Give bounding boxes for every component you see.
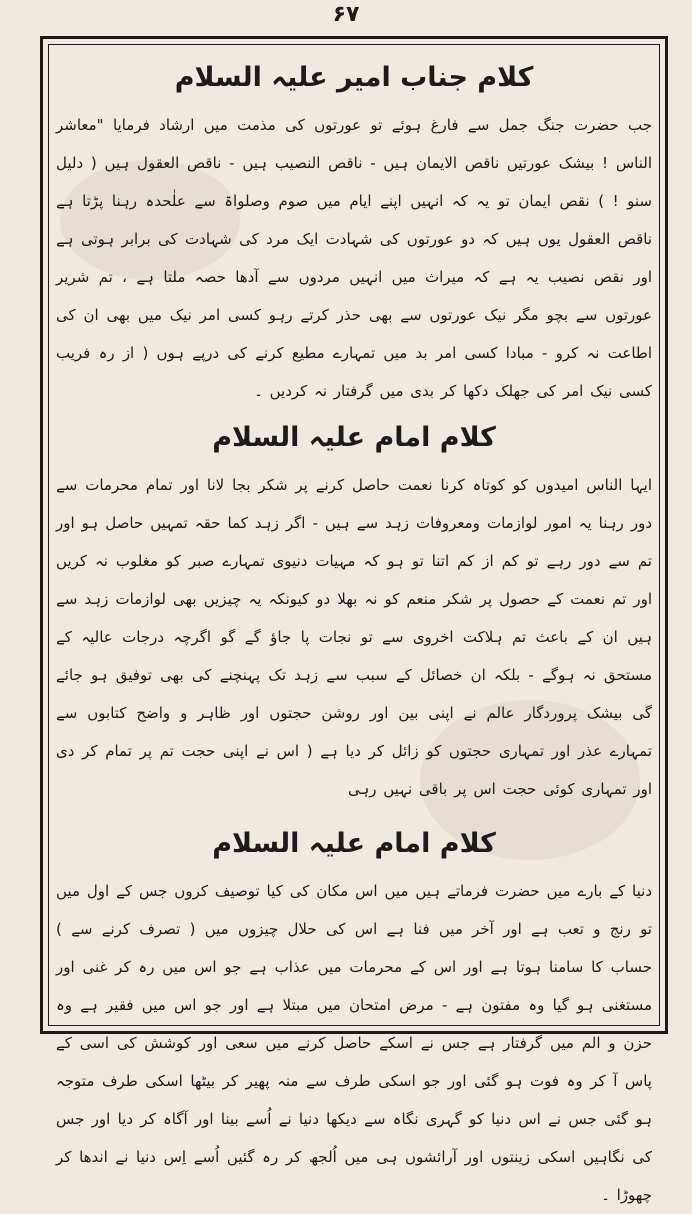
section-3-paragraph: دنیا کے بارے میں حضرت فرماتے ہیں میں اس مکان کی کیا توصیف کروں جس کے اول میں تو رنج و تعب ہے اور آخر میں فنا ہے اس کی حلال چیزوں میں ( تصرف کرنے سے ) حساب کا سامنا ہوتا ہے اور اس کے محرمات میں عذاب ہے جو اس میں رہ کر غنی اور مستغنی ہو گیا وہ مفتون ہے - مرض امتحان میں مبتلا ہے اور جو اس میں فقیر ہے وہ حزن و الم میں گرفتار ہے جس نے اسکے حاصل کرنے میں سعی اور کوشش کی اسی کے پاس آ کر وہ فوت ہو گئی اور جو اسکی طرف سے منہ پھیر کر بیٹھا اسکی طرف متوجہ ہو گئی جس نے اس دنیا کو گہری نگاہ سے دیکھا دنیا نے اُسے بینا اور آگاہ کر دیا اور جس کی نگاہیں اسکی زینتوں اور آرائشوں ہی میں اُلجھ کر رہ گئیں اُسے اِس دنیا نے اندھا کر چھوڑا ۔ xyxy=(56,882,652,1204)
section-heading-kalam-imam-2: کلام امام علیہ السلام xyxy=(212,828,496,859)
section-1-paragraph: جب حضرت جنگ جمل سے فارغ ہوئے تو عورتوں کی مذمت میں ارشاد فرمایا "معاشر الناس ! بیشک عورتیں ناقص الایمان ہیں - ناقص النصیب ہیں - ناقص العقول ہیں ( دلیل سنو ! ) نقص ایمان تو یہ کہ انہیں اپنے ایام میں صوم وصلواۃ سے علٰحدہ رہنا پڑتا ہے ناقص العقول یوں ہیں کہ دو عورتوں کی شہادت ایک مرد کی شہادت کی برابر ہوتی ہے اور نقص نصیب یہ ہے کہ میراث میں انہیں مردوں سے آدھا حصہ ملتا ہے ، تم شریر عورتوں سے بچو مگر نیک عورتوں سے بھی حذر کرتے رہو کسی امر نیک میں بھی ان کی اطاعت نہ کرو - مبادا کسی امر بد میں تمہارے مطیع کرنے کی درپے ہوں ( از رہ فریب کسی نیک امر کی جھلک دکھا کر بدی میں گرفتار نہ کردیں ۔ xyxy=(56,116,652,400)
page-content xyxy=(56,52,652,1204)
page-number: ۶۷ xyxy=(332,2,360,27)
section-heading-kalam-imam-1: کلام امام علیہ السلام xyxy=(212,422,496,453)
section-2-paragraph: ایہا الناس امیدوں کو کوتاہ کرنا نعمت حاصل کرنے پر شکر بجا لانا اور تمام محرمات سے دور رہنا یہ امور لوازمات ومعروفات زہد سے ہیں - اگر زہد کما حقہ تمہیں حاصل ہو اور تم سے دور رہے تو کم از کم اتنا تو ہو کہ مہیات دنیوی تمہارے صبر کو مغلوب نہ کریں اور تم نعمت کے حصول پر شکر منعم کو نہ بھلا دو کیونکہ یہ چیزیں بھی لوازمات زہد سے ہیں ان کے باعث تم ہلاکت اخروی سے تو نجات پا جاؤ گے گو اگرچہ درجات عالیہ کے مستحق نہ ہوگے - بلکہ ان خصائل کے سبب سے زہد تک پہنچنے کی بھی توفیق ہو جائے گی بیشک پروردگار عالم نے اپنی بین اور روشن حجتوں اور ظاہر و واضح کتابوں سے تمہارے عذر اور تمہاری حجتوں کو زائل کر دیا ہے ( اس نے اپنی حجت تم پر تمام کر دی اور تمہاری کوئی حجت اس پر باقی نہیں رہی xyxy=(56,476,652,798)
section-heading-kalam-janab-amir: کلام جناب امیر علیہ السلام xyxy=(174,62,534,93)
